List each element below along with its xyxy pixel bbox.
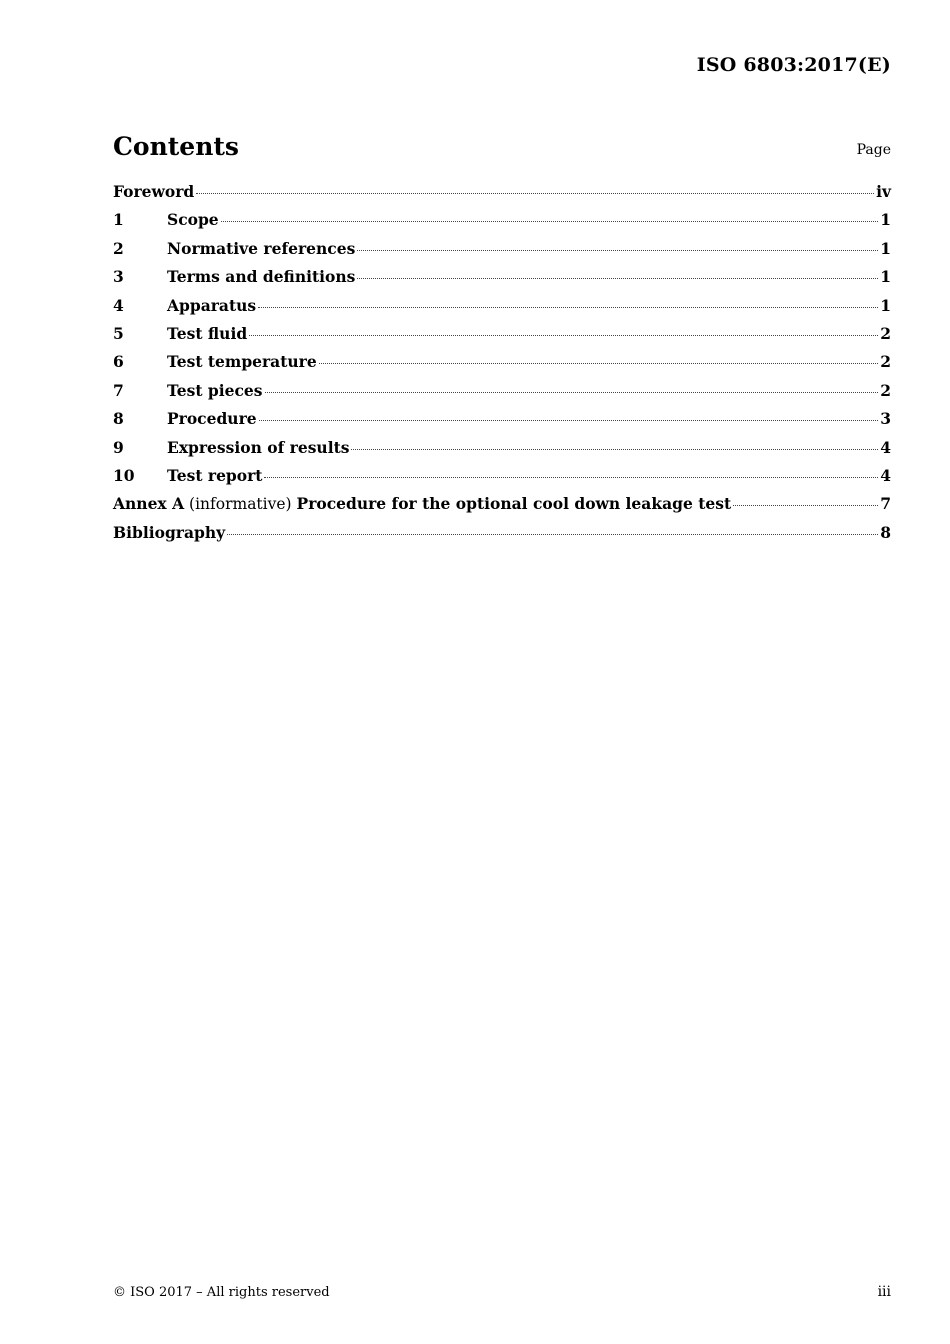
toc-entry-title: Test fluid	[167, 323, 248, 343]
toc-entry-title: Apparatus	[167, 295, 257, 315]
toc-entry-test-pieces[interactable]	[113, 381, 891, 409]
toc-entry-test-fluid[interactable]	[113, 324, 891, 352]
page-number: iii	[877, 1284, 891, 1300]
toc-entry-title: Test report	[167, 465, 263, 485]
toc-entry-page: 1	[880, 210, 891, 230]
toc-entry-page: iv	[876, 182, 891, 201]
dot-leader	[357, 278, 878, 279]
toc-entry-page: 2	[880, 352, 891, 372]
toc-entry-procedure[interactable]	[113, 409, 891, 437]
toc-entry-page: 2	[880, 380, 891, 400]
toc-entry-title: Expression of results	[167, 437, 350, 457]
toc-entry-title: Procedure	[167, 409, 257, 429]
toc-entry-page: 3	[880, 409, 891, 429]
toc-entry-number: 7	[113, 380, 124, 400]
dot-leader	[319, 363, 879, 364]
toc-entry-foreword[interactable]	[113, 182, 891, 210]
toc-entry-number: 4	[113, 295, 124, 315]
contents-heading: Contents	[113, 132, 240, 161]
dot-leader	[265, 392, 879, 393]
toc-entry-number: 1	[113, 210, 124, 230]
toc-entry-test-report[interactable]	[113, 466, 891, 494]
toc-entry-number: 3	[113, 267, 124, 287]
toc-entry-title: Test pieces	[167, 380, 263, 400]
dot-leader	[351, 449, 878, 450]
dot-leader	[264, 477, 878, 478]
toc-entry-number: 9	[113, 437, 124, 457]
table-of-contents	[113, 182, 891, 551]
toc-entry-number: 8	[113, 409, 124, 429]
document-id: ISO 6803:2017(E)	[696, 54, 891, 76]
toc-entry-bibliography[interactable]	[113, 523, 891, 551]
toc-entry-number: 6	[113, 352, 124, 372]
toc-entry-page: 1	[880, 267, 891, 287]
dot-leader	[259, 420, 879, 421]
toc-entry-title: Test temperature	[167, 352, 317, 372]
dot-leader	[249, 335, 878, 336]
toc-entry-page: 1	[880, 295, 891, 315]
dot-leader	[733, 505, 878, 506]
toc-entry-title: Procedure for the optional cool down leakage test	[296, 494, 732, 514]
toc-entry-page: 7	[880, 494, 891, 514]
toc-entry-title: Foreword	[113, 182, 195, 201]
toc-entry-title: Terms and definitions	[167, 267, 356, 287]
toc-entry-apparatus[interactable]	[113, 296, 891, 324]
toc-entry-normative-references[interactable]	[113, 239, 891, 267]
toc-entry-page: 4	[880, 465, 891, 485]
toc-entry-title: Normative references	[167, 238, 356, 258]
dot-leader	[227, 534, 878, 535]
page-column-label: Page	[856, 142, 891, 158]
toc-entry-annex-a[interactable]	[113, 494, 891, 522]
toc-entry-expression-of-results[interactable]	[113, 438, 891, 466]
dot-leader	[196, 193, 874, 194]
toc-entry-number: 10	[113, 465, 135, 485]
toc-entry-terms-and-definitions[interactable]	[113, 267, 891, 295]
annex-label: Annex A	[113, 494, 185, 514]
toc-entry-page: 8	[880, 522, 891, 542]
toc-entry-number: 5	[113, 323, 124, 343]
dot-leader	[221, 221, 879, 222]
toc-entry-page: 4	[880, 437, 891, 457]
toc-entry-scope[interactable]	[113, 210, 891, 238]
toc-entry-title: Bibliography	[113, 522, 226, 542]
toc-entry-number: 2	[113, 238, 124, 258]
annex-type: (informative)	[189, 495, 292, 514]
copyright-notice: © ISO 2017 – All rights reserved	[113, 1285, 330, 1300]
toc-entry-test-temperature[interactable]	[113, 352, 891, 380]
dot-leader	[357, 250, 878, 251]
toc-entry-title: Scope	[167, 210, 219, 230]
dot-leader	[258, 307, 878, 308]
toc-entry-page: 1	[880, 238, 891, 258]
toc-entry-page: 2	[880, 323, 891, 343]
